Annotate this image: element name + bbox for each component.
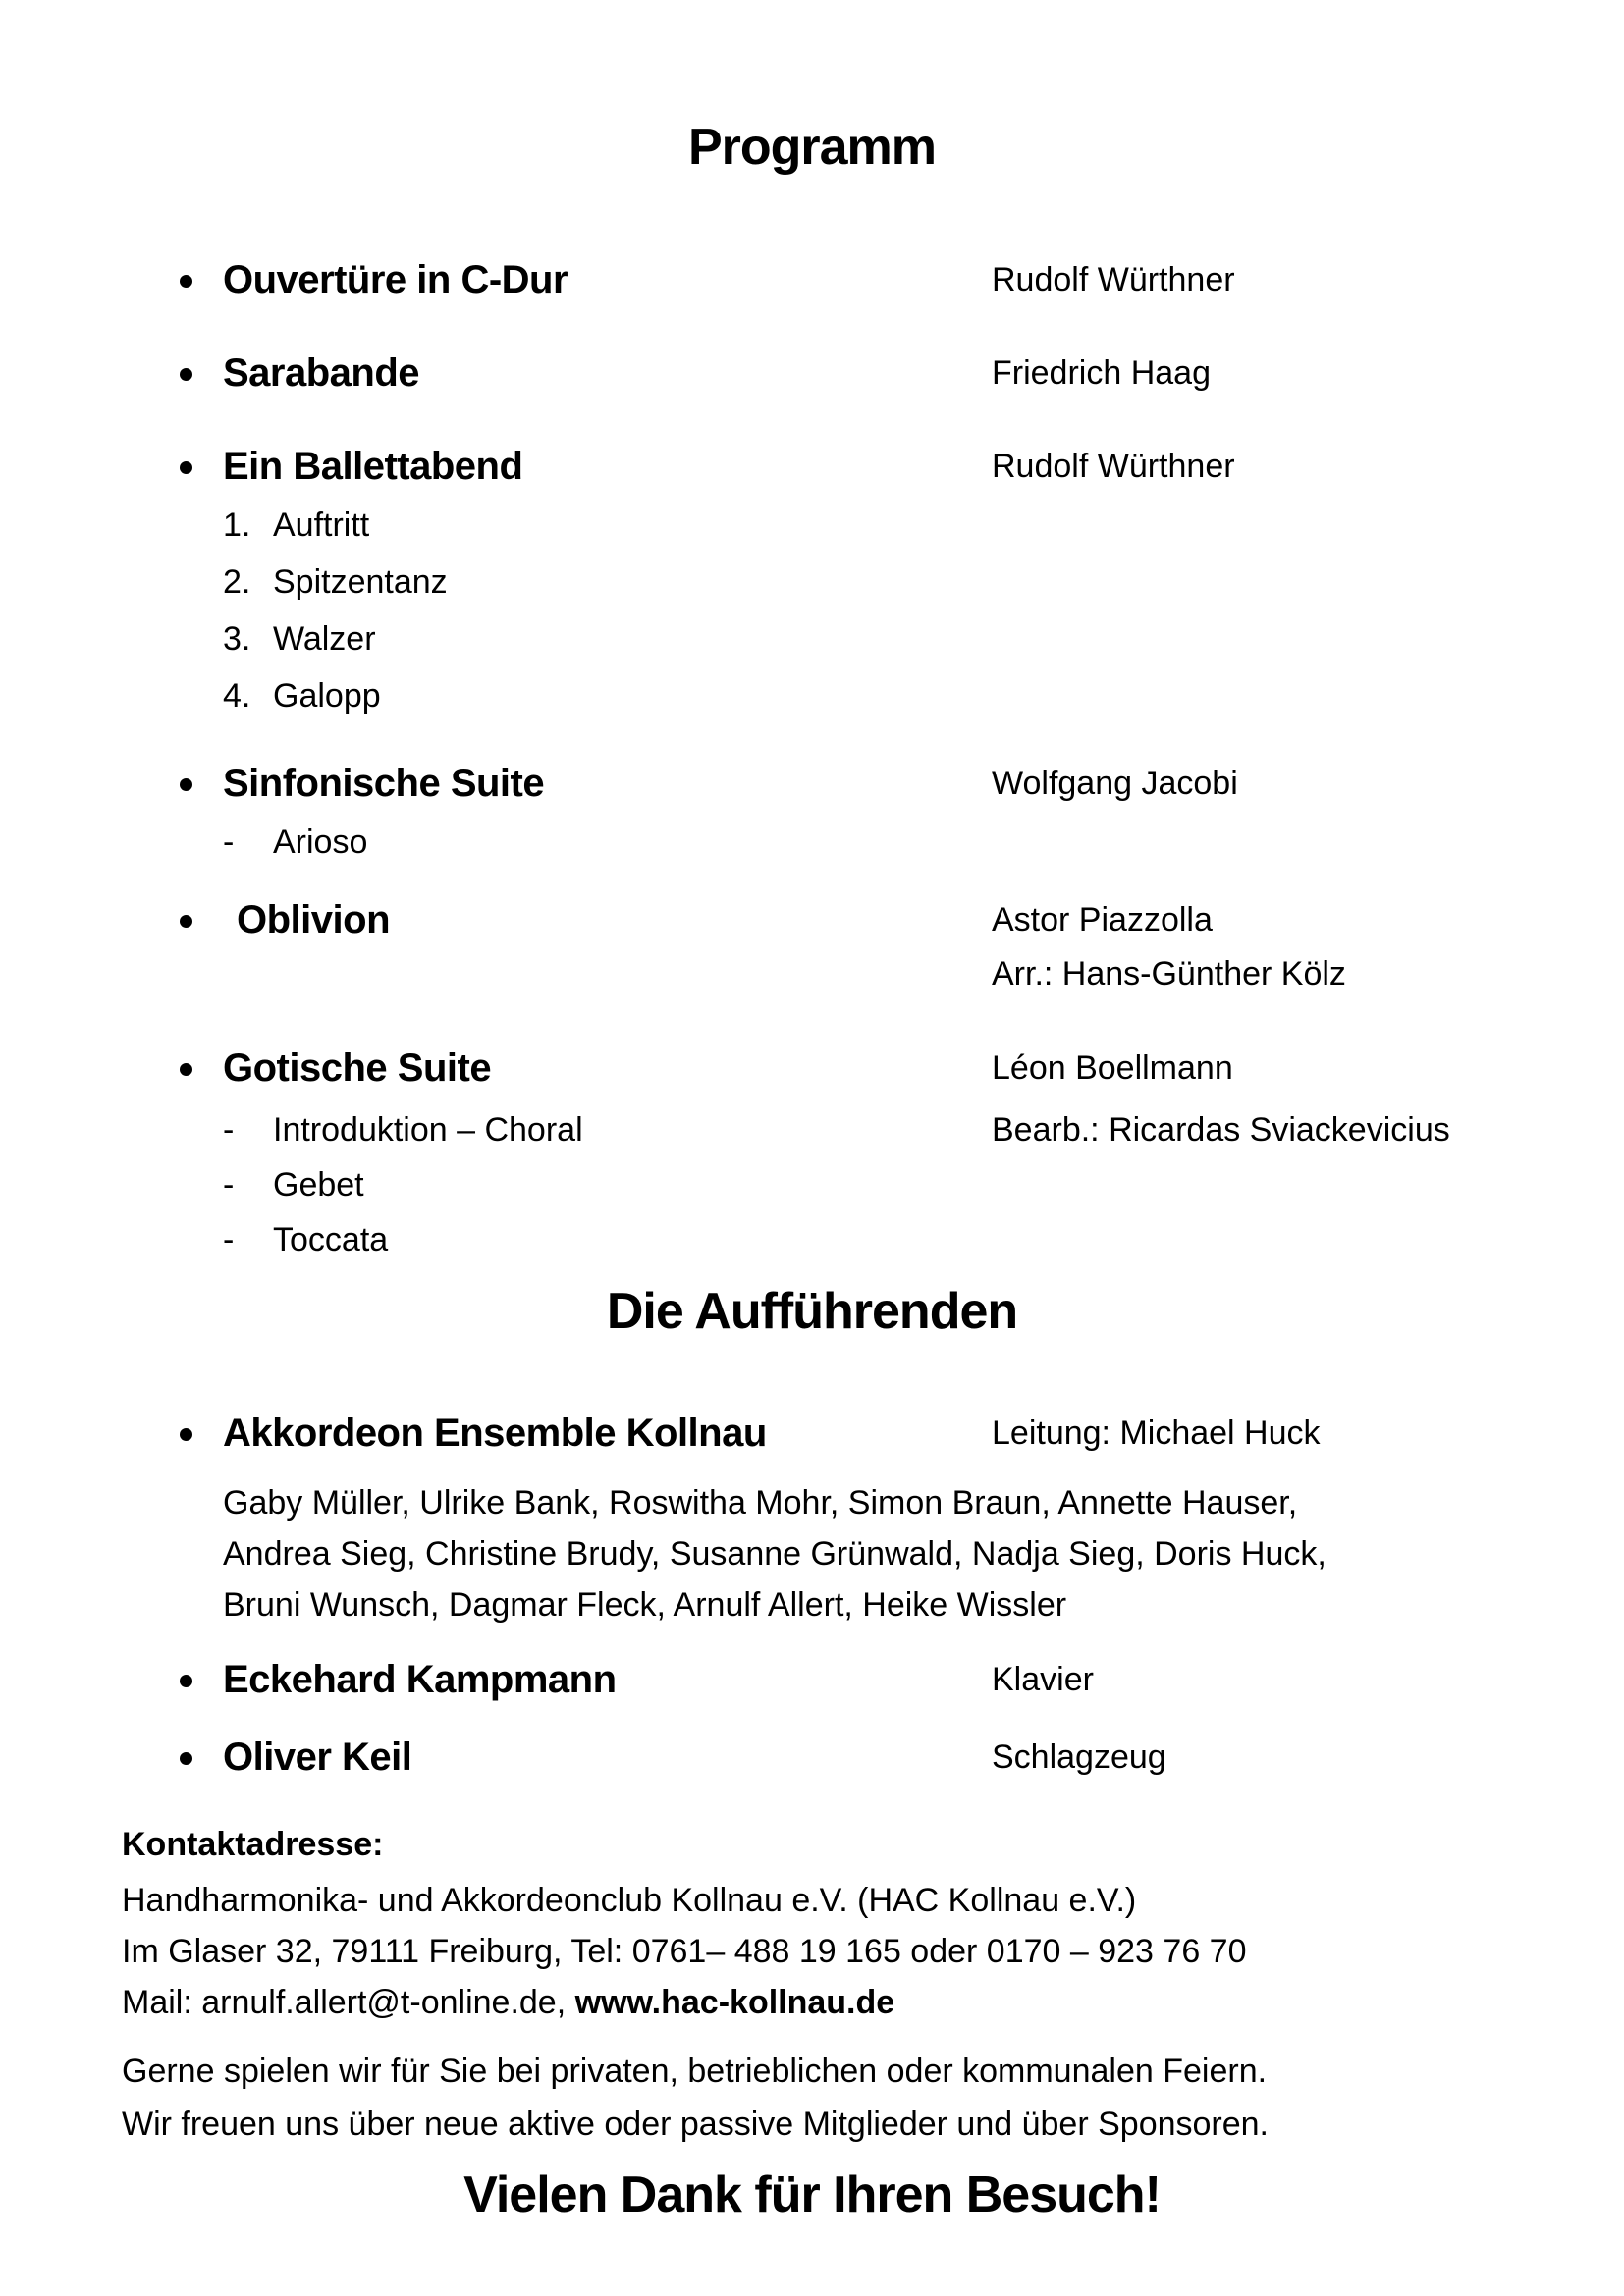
composer-name: Friedrich Haag bbox=[992, 354, 1211, 392]
website-text: www.hac-kollnau.de bbox=[574, 1984, 895, 2021]
bullet-icon bbox=[180, 461, 192, 474]
piece-title: Ein Ballettabend bbox=[223, 445, 523, 488]
contact-block bbox=[0, 1875, 1624, 2028]
performer-role: Schlagzeug bbox=[992, 1738, 1166, 1776]
piece-title: Oblivion bbox=[237, 898, 390, 941]
contact-address-line: Handharmonika- und Akkordeonclub Kollnau e.V. (HAC Kollnau e.V.) bbox=[122, 1882, 1137, 1919]
movement-item bbox=[223, 497, 1624, 554]
program-title: Programm bbox=[687, 119, 937, 176]
movement-text: Walzer bbox=[273, 620, 376, 658]
movement-item bbox=[223, 814, 1624, 871]
movement-label: - bbox=[223, 824, 235, 861]
performers-heading: Die Aufführenden bbox=[606, 1283, 1018, 1340]
movement-list bbox=[0, 497, 1624, 724]
info-notes bbox=[0, 2045, 1624, 2151]
performer-role: Leitung: Michael Huck bbox=[992, 1415, 1321, 1452]
program-item bbox=[0, 757, 1624, 871]
movement-list bbox=[0, 1102, 1624, 1267]
info-note: Wir freuen uns über neue aktive oder passive Mitglieder und über Sponsoren. bbox=[122, 2106, 1270, 2143]
piece-title: Ouvertüre in C-Dur bbox=[223, 258, 568, 301]
movement-text: Spitzentanz bbox=[273, 563, 448, 601]
movement-item bbox=[223, 1102, 1624, 1157]
composer-name: Rudolf Würthner bbox=[992, 261, 1235, 298]
movement-text: Galopp bbox=[273, 677, 381, 715]
movement-label: 3. bbox=[223, 620, 251, 658]
members-line: Andrea Sieg, Christine Brudy, Susanne Grünwald, Nadja Sieg, Doris Huck, bbox=[223, 1535, 1326, 1573]
bullet-icon bbox=[180, 275, 192, 288]
movement-label: - bbox=[223, 1166, 235, 1203]
performer-item bbox=[0, 1407, 1624, 1460]
program-item bbox=[0, 1041, 1624, 1267]
performer-name: Eckehard Kampmann bbox=[223, 1658, 617, 1701]
composer-name: Astor Piazzolla bbox=[992, 901, 1213, 938]
bullet-icon bbox=[180, 915, 192, 928]
movement-item bbox=[223, 554, 1624, 611]
program-item bbox=[0, 347, 1624, 400]
movement-item bbox=[223, 1157, 1624, 1212]
bullet-icon bbox=[180, 778, 192, 791]
composer-name: Léon Boellmann bbox=[992, 1049, 1233, 1087]
movement-label: 4. bbox=[223, 677, 251, 715]
contact-phone-line: Im Glaser 32, 79111 Freiburg, Tel: 0761– 488 19 165 oder 0170 – 923 76 70 bbox=[122, 1933, 1247, 1970]
members-line: Gaby Müller, Ulrike Bank, Roswitha Mohr, Simon Braun, Annette Hauser, bbox=[223, 1484, 1298, 1522]
performer-item bbox=[0, 1731, 1624, 1784]
bullet-icon bbox=[180, 1063, 192, 1076]
performer-name: Akkordeon Ensemble Kollnau bbox=[223, 1412, 767, 1455]
piece-title: Sarabande bbox=[223, 351, 420, 395]
movement-label: - bbox=[223, 1111, 235, 1148]
movement-text: Gebet bbox=[273, 1166, 364, 1203]
movement-label: 1. bbox=[223, 507, 251, 544]
bullet-icon bbox=[180, 1675, 192, 1687]
program-item bbox=[0, 253, 1624, 306]
movement-text: Toccata bbox=[273, 1221, 389, 1258]
bullet-icon bbox=[180, 1752, 192, 1765]
contact-mail-line bbox=[122, 1977, 1624, 2028]
email-text: Mail: arnulf.allert@t-online.de, bbox=[122, 1984, 575, 2021]
members-line: Bruni Wunsch, Dagmar Fleck, Arnulf Allert, Heike Wissler bbox=[223, 1586, 1067, 1624]
piece-title: Sinfonische Suite bbox=[223, 762, 545, 805]
movement-list bbox=[0, 814, 1624, 871]
program-item bbox=[0, 893, 1624, 999]
info-note: Gerne spielen wir für Sie bei privaten, betrieblichen oder kommunalen Feiern. bbox=[122, 2053, 1268, 2090]
ensemble-members bbox=[223, 1477, 1624, 1630]
performer-role: Klavier bbox=[992, 1661, 1094, 1698]
arranger-name: Arr.: Hans-Günther Kölz bbox=[992, 955, 1346, 992]
contact-heading: Kontaktadresse: bbox=[122, 1826, 384, 1863]
composer-name: Rudolf Würthner bbox=[992, 448, 1235, 485]
closing-message: Vielen Dank für Ihren Besuch! bbox=[463, 2166, 1161, 2223]
movement-item bbox=[223, 611, 1624, 667]
bullet-icon bbox=[180, 1428, 192, 1441]
composer-name: Wolfgang Jacobi bbox=[992, 765, 1238, 802]
bullet-icon bbox=[180, 368, 192, 381]
piece-title: Gotische Suite bbox=[223, 1046, 492, 1090]
movement-text: Arioso bbox=[273, 824, 368, 861]
movement-text: Auftritt bbox=[273, 507, 370, 544]
program-item bbox=[0, 440, 1624, 724]
arranger-name: Bearb.: Ricardas Sviackevicius bbox=[992, 1111, 1450, 1148]
movement-label: 2. bbox=[223, 563, 251, 601]
movement-text: Introduktion – Choral bbox=[273, 1111, 583, 1148]
performer-item bbox=[0, 1653, 1624, 1706]
movement-label: - bbox=[223, 1221, 235, 1258]
performer-name: Oliver Keil bbox=[223, 1735, 412, 1779]
movement-item bbox=[223, 667, 1624, 724]
movement-item bbox=[223, 1212, 1624, 1267]
